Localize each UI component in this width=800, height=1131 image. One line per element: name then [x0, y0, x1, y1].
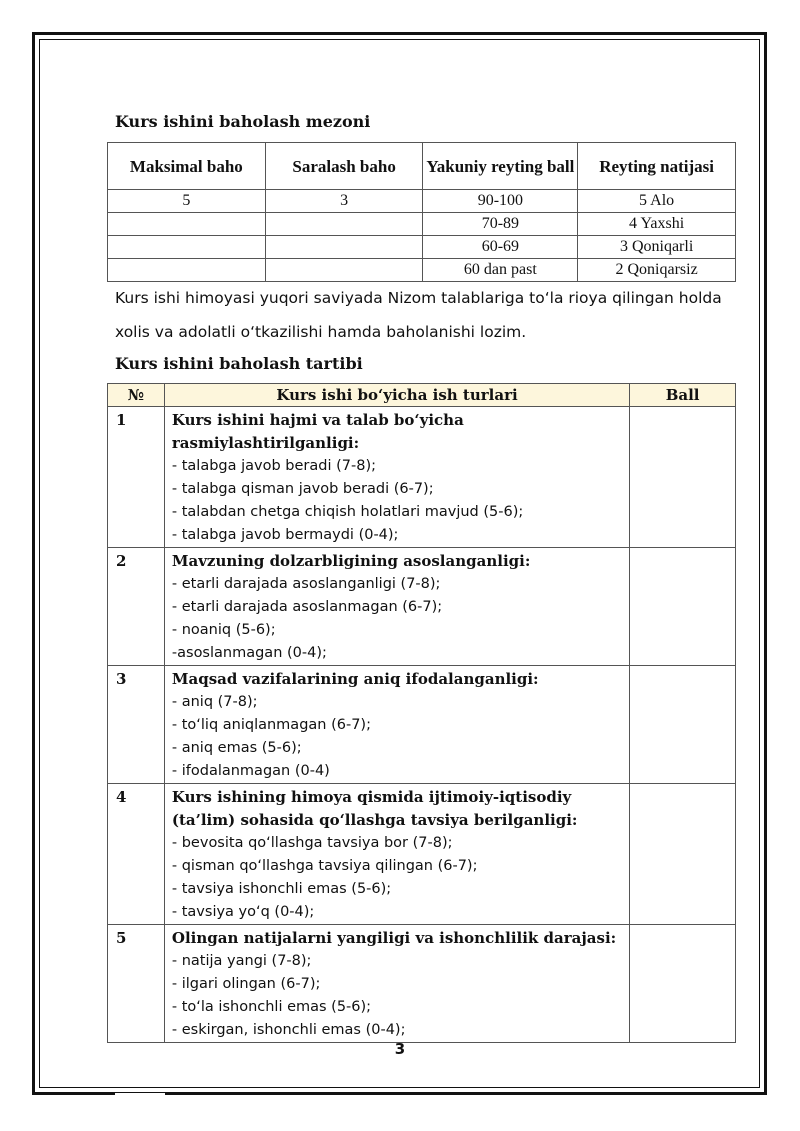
table-cell: 90-100 [423, 190, 578, 213]
row-item: - ilgari olingan (6-7); [171, 976, 321, 992]
row-item: - bevosita qo‘llashga tavsiya bor (7-8); [171, 835, 453, 851]
row-item: - etarli darajada asoslanmagan (6-7); [171, 599, 443, 615]
row-item: - qisman qo‘llashga tavsiya qilingan (6-7); [171, 858, 478, 874]
row-title: Maqsad vazifalarining aniq ifodalanganligi: [171, 670, 539, 688]
row-title: Kurs ishini hajmi va talab bo‘yicha rasmiylashtirilganligi: [171, 411, 464, 452]
row-item: - aniq (7-8); [171, 694, 258, 710]
procedure-table [107, 383, 736, 1043]
row-ball [630, 407, 736, 548]
table-cell: 4 Yaxshi [578, 213, 736, 236]
row-number: 1 [108, 407, 165, 548]
row-ball [630, 784, 736, 925]
header-final-rating: Yakuniy reyting ball [423, 143, 578, 190]
table-cell [265, 236, 423, 259]
table-cell: 3 Qoniqarli [578, 236, 736, 259]
row-item: - to‘liq aniqlanmagan (6-7); [171, 717, 371, 733]
header-work-types: Kurs ishi bo‘yicha ish turlari [164, 384, 629, 407]
header-selection-grade: Saralash baho [265, 143, 423, 190]
paragraph-line-2: xolis va adolatli o‘tkazilishi hamda baholanishi lozim. [115, 323, 527, 341]
table-cell [108, 236, 266, 259]
heading-grading-procedure: Kurs ishini baholash tartibi [115, 354, 363, 373]
row-item: - aniq emas (5-6); [171, 740, 302, 756]
procedure-table-header [108, 384, 736, 407]
row-number: 5 [108, 925, 165, 1043]
header-ball: Ball [630, 384, 736, 407]
row-title: Mavzuning dolzarbligining asoslanganligi: [171, 552, 531, 570]
header-max-grade: Maksimal baho [108, 143, 266, 190]
table-row [108, 213, 736, 236]
row-item: - tavsiya yo‘q (0-4); [171, 904, 315, 920]
row-item: - etarli darajada asoslanganligi (7-8); [171, 576, 441, 592]
header-rating-result: Reyting natijasi [578, 143, 736, 190]
row-title: Olingan natijalarni yangiligi va ishonchlilik darajasi: [171, 929, 617, 947]
row-description [164, 548, 629, 666]
table-row [108, 259, 736, 282]
row-description [164, 666, 629, 784]
table-row [108, 784, 736, 925]
row-description [164, 784, 629, 925]
row-item: - eskirgan, ishonchli emas (0-4); [171, 1022, 406, 1038]
paragraph-line-1: Kurs ishi himoyasi yuqori saviyada Nizom talablariga to‘la rioya qilingan holda [115, 289, 722, 307]
table-cell: 3 [265, 190, 423, 213]
row-item: - ifodalanmagan (0-4) [171, 763, 330, 779]
row-item: - tavsiya ishonchli emas (5-6); [171, 881, 392, 897]
table-cell: 70-89 [423, 213, 578, 236]
table-cell [265, 259, 423, 282]
table-row [108, 407, 736, 548]
row-number: 4 [108, 784, 165, 925]
table-cell: 60 dan past [423, 259, 578, 282]
row-description [164, 407, 629, 548]
table-cell: 5 Alo [578, 190, 736, 213]
row-item: - natija yangi (7-8); [171, 953, 312, 969]
row-number: 3 [108, 666, 165, 784]
row-title: Kurs ishining himoya qismida ijtimoiy-iqtisodiy (ta’lim) sohasida qo‘llashga tavsiya berilganligi: [171, 788, 578, 829]
row-item: - talabga javob beradi (7-8); [171, 458, 376, 474]
table-cell [108, 213, 266, 236]
row-ball [630, 666, 736, 784]
table-row [108, 236, 736, 259]
table-cell: 60-69 [423, 236, 578, 259]
row-item: - talabga qisman javob beradi (6-7); [171, 481, 434, 497]
row-description [164, 925, 629, 1043]
grading-table [107, 142, 736, 282]
border-gap [115, 1093, 165, 1097]
table-row [108, 190, 736, 213]
page-number: 3 [394, 1040, 406, 1058]
row-item: -asoslanmagan (0-4); [171, 645, 327, 661]
table-cell [265, 213, 423, 236]
row-item: - to‘la ishonchli emas (5-6); [171, 999, 372, 1015]
table-cell: 2 Qoniqarsiz [578, 259, 736, 282]
table-row [108, 548, 736, 666]
table-cell [108, 259, 266, 282]
table-row [108, 925, 736, 1043]
table-row [108, 666, 736, 784]
table-cell: 5 [108, 190, 266, 213]
heading-grading-criteria: Kurs ishini baholash mezoni [115, 112, 371, 131]
row-item: - talabdan chetga chiqish holatlari mavjud (5-6); [171, 504, 524, 520]
header-number: № [108, 384, 165, 407]
row-number: 2 [108, 548, 165, 666]
row-item: - noaniq (5-6); [171, 622, 276, 638]
row-item: - talabga javob bermaydi (0-4); [171, 527, 399, 543]
row-ball [630, 925, 736, 1043]
row-ball [630, 548, 736, 666]
grading-table-header [108, 143, 736, 190]
